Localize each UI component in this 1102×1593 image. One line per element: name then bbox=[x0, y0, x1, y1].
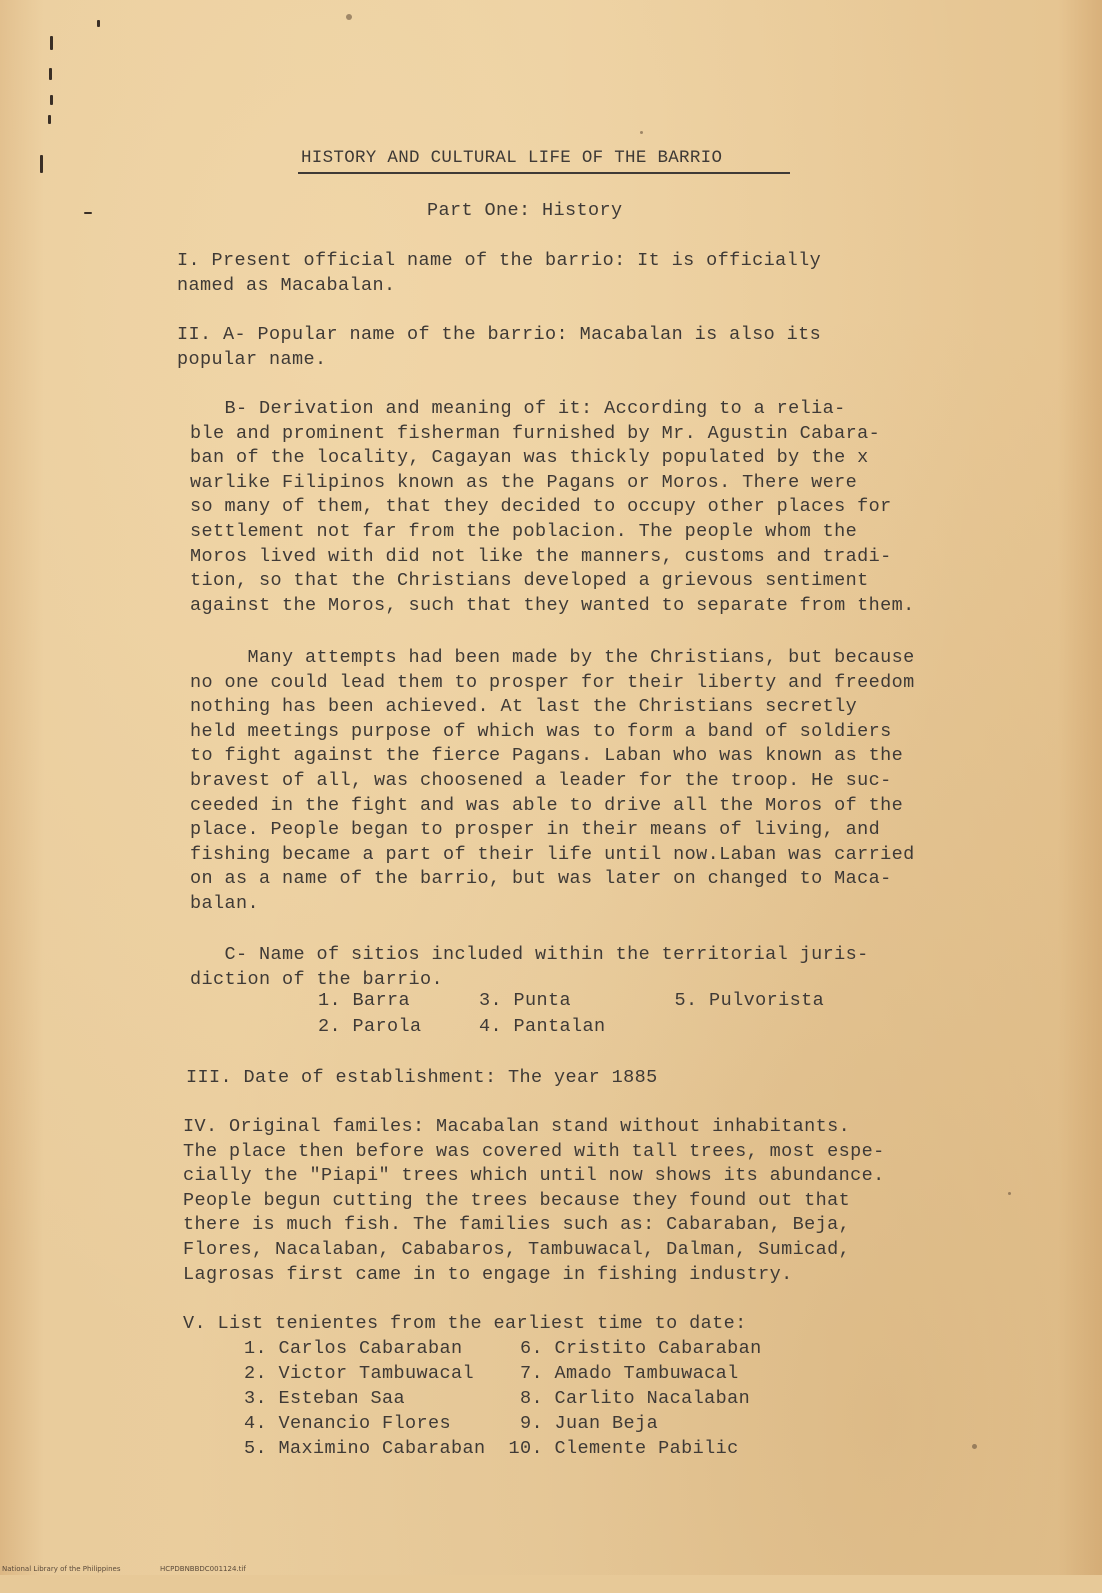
paper-speck bbox=[1008, 1192, 1011, 1195]
section-5-paragraph: V. List tenientes from the earliest time to date: bbox=[183, 1313, 747, 1334]
footer-filename: HCPDBNBBDC001124.tif bbox=[160, 1565, 246, 1573]
teniente-list-row: 3. Esteban Saa 8. Carlito Nacalaban bbox=[244, 1388, 751, 1409]
sitio-list-row: 2. Parola 4. Pantalan bbox=[318, 1016, 606, 1037]
margin-mark bbox=[50, 95, 53, 105]
margin-mark bbox=[48, 115, 51, 124]
title-underline bbox=[298, 172, 790, 174]
paper-speck bbox=[346, 14, 352, 20]
teniente-list-row: 1. Carlos Cabaraban 6. Cristito Cabaraban bbox=[244, 1338, 762, 1359]
margin-mark bbox=[49, 68, 52, 80]
part-heading: Part One: History bbox=[427, 200, 623, 221]
margin-mark bbox=[84, 212, 92, 214]
teniente-list-row: 4. Venancio Flores 9. Juan Beja bbox=[244, 1413, 659, 1434]
paper-speck bbox=[640, 131, 643, 134]
section-3-paragraph: III. Date of establishment: The year 1885 bbox=[186, 1067, 658, 1088]
scan-footer bbox=[0, 1561, 1102, 1575]
document-title: HISTORY AND CULTURAL LIFE OF THE BARRIO bbox=[301, 148, 723, 168]
teniente-list-row: 2. Victor Tambuwacal 7. Amado Tambuwacal bbox=[244, 1363, 739, 1384]
margin-mark bbox=[97, 20, 100, 27]
section-2b-continued-paragraph: Many attempts had been made by the Christians, but because no one could lead them to prosper for their liberty and freedom nothing has been achieved. At last the Christians secretly held meetings purpose of which was to form a band of soldiers to fight against the fierce Pagans. Laban who was known as the bravest of all, was choosened a leader for the troop. He suc- ceeded in the fight and was able to drive all the Moros of the place. People began to prosper in their means of living, and fishing became a part of their life until now.Laban was carried on as a name of the barrio, but was later on changed to Maca- balan. bbox=[190, 647, 915, 914]
section-2c-paragraph: C- Name of sitios included within the territorial juris- diction of the barrio. bbox=[190, 944, 869, 990]
margin-mark bbox=[40, 155, 43, 173]
paper-speck bbox=[972, 1444, 977, 1449]
section-2a-paragraph: II. A- Popular name of the barrio: Macabalan is also its popular name. bbox=[177, 324, 822, 370]
sitio-list-row: 1. Barra 3. Punta 5. Pulvorista bbox=[318, 990, 825, 1011]
teniente-list-row: 5. Maximino Cabaraban 10. Clemente Pabilic bbox=[244, 1438, 739, 1459]
section-4-paragraph: IV. Original familes: Macabalan stand without inhabitants. The place then before was covered with tall trees, most espe- cially the "Piapi" trees which until now shows its abundance. People begun cutting the trees because they found out that there is much fish. The families such as: Cabaraban, Beja, Flores, Nacalaban, Cababaros, Tambuwacal, Dalman, Sumicad, Lagrosas first came in to engage in fishing industry. bbox=[183, 1116, 885, 1285]
margin-mark bbox=[50, 36, 53, 50]
section-2b-paragraph: B- Derivation and meaning of it: According to a relia- ble and prominent fisherman furnished by Mr. Agustin Cabara- ban of the locality, Cagayan was thickly populated by the x warlike Filipinos known as the Pagans or Moros. There were so many of them, that they decided to occupy other places for settlement not far from the poblacion. The people whom the Moros lived with did not like the manners, customs and tradi- tion, so that the Christians developed a grievous sentiment against the Moros, such that they wanted to separate from them. bbox=[190, 398, 915, 616]
footer-library: National Library of the Philippines bbox=[2, 1565, 121, 1573]
section-1-paragraph: I. Present official name of the barrio: It is officially named as Macabalan. bbox=[177, 250, 822, 296]
